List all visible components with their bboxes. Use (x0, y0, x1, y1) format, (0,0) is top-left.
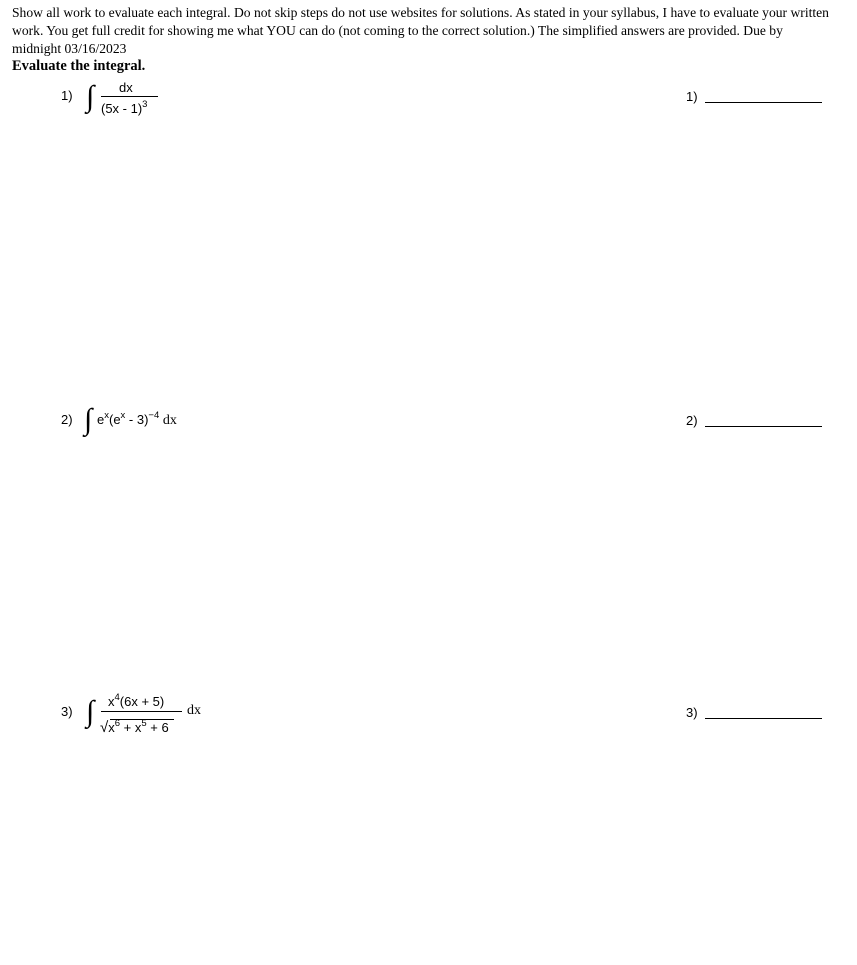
instructions-text: Show all work to evaluate each integral. Do not skip steps do not use websites for solutions. As stated in your syllabus, I have to evaluate your written work. You get full credit for showing me what YOU can do (not coming to the correct solution.) The simplified answers are provided. Due by midnight 03/16/2023 (12, 5, 829, 56)
problem-2-integrand (97, 412, 177, 429)
answer-2-label: 2) (686, 413, 698, 428)
problem-3-denominator-rest: + 6 (146, 720, 169, 735)
answer-3-label: 3) (686, 705, 698, 720)
problem-3-numerator-exponent: 4 (114, 692, 120, 703)
section-heading: Evaluate the integral. (12, 58, 146, 74)
problem-3-denominator-plus1: + x (120, 720, 142, 735)
problem-3-numerator (108, 694, 164, 709)
problem-1-number: 1) (61, 88, 73, 103)
problem-3-fraction-bar (101, 711, 182, 712)
problem-1-numerator: dx (119, 80, 133, 95)
problem-3-denominator-exp2: 5 (141, 718, 147, 729)
problem-3-denominator-term1: x (108, 720, 115, 735)
problem-3-denominator-exp1: 6 (114, 718, 121, 729)
answer-2-line[interactable] (705, 426, 822, 427)
problem-3-radical-vinculum (110, 719, 174, 720)
answer-1-label: 1) (686, 89, 698, 104)
problem-2-number: 2) (61, 412, 73, 427)
problem-3-number: 3) (61, 704, 73, 719)
problem-3-denominator (100, 719, 169, 736)
problem-2-differential: dx (162, 413, 177, 428)
problem-3-integral-sign: ∫ (86, 695, 95, 728)
problem-2-inner-exponent: x (120, 410, 126, 421)
problem-2-outer-exponent: −4 (148, 410, 160, 421)
problem-2-integral-sign: ∫ (84, 403, 93, 436)
problem-1-denominator-exponent: 3 (142, 99, 148, 110)
problem-3-numerator-base: x (108, 694, 115, 709)
problem-2-base: e (97, 412, 105, 427)
answer-1-line[interactable] (705, 102, 822, 103)
problem-1-fraction-bar (101, 96, 158, 97)
problem-2-inner-rest: - 3) (125, 412, 149, 427)
problem-3-radical-icon: √ (100, 719, 109, 736)
problem-1-denominator-base: (5x - 1) (101, 101, 143, 116)
answer-3-line[interactable] (705, 718, 822, 719)
problem-3-differential: dx (187, 703, 201, 718)
problem-3-numerator-rest: (6x + 5) (119, 694, 165, 709)
problem-1-denominator (101, 101, 147, 116)
problem-2-base-exponent: x (104, 410, 109, 421)
problem-2-inner: (e (108, 412, 121, 427)
problem-1-integral-sign: ∫ (86, 80, 95, 113)
